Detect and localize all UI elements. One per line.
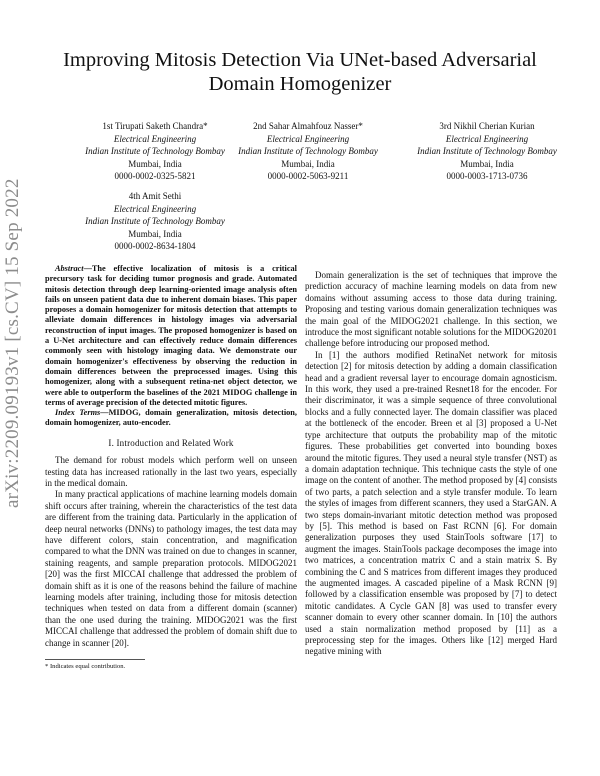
author-institution: Indian Institute of Technology Bombay: [85, 216, 225, 226]
author-block-3: [392, 120, 582, 183]
paragraph: In many practical applications of machine learning models domain shift occurs after training, wherein the characteristics of the test data are different from the training data. Particularly in the application of deep neural networks (DNNs) to pathology images, the test data may have different colors, stain concentration, and magnification compared to what the DNN was trained on due to changes in scanner, staining reagents, and sample preparation protocols. MIDOG2021 [20] was the first MICCAI challenge that addressed the problem of domain shift as it is one of the reasons behind the failure of machine learning models after training, including those for mitosis detection techniques when tested on data from a different domain (scanner) than the one used during the training. MIDOG2021 was the first MICCAI challenge that addressed the problem of domain shift due to change in scanner [20].: [45, 489, 297, 648]
abstract: [45, 264, 297, 408]
author-institution: Indian Institute of Technology Bombay: [417, 146, 557, 156]
footnote-rule: [45, 659, 145, 660]
author-dept: Electrical Engineering: [266, 133, 350, 144]
paragraph: The demand for robust models which perform well on unseen testing data has increased rationally in the last two years, especially in the medical domain.: [45, 455, 297, 488]
index-terms-lead: Index Terms: [55, 408, 101, 418]
index-terms-text: —MIDOG, domain generalization, mitosis detection, domain homogenizer, auto-encoder.: [45, 408, 297, 428]
author-name: 3rd Nikhil Cherian Kurian: [439, 121, 535, 131]
left-column: [45, 264, 297, 671]
author-city: Mumbai, India: [460, 158, 514, 169]
paragraph: Domain generalization is the set of techniques that improve the prediction accuracy of machine learning models on data from new domains without assuming access to those data during training. Proposing and testing various domain generalization techniques was the main goal of the MIDOG2021 challenge. In this section, we introduce the most significant notable solutions for the MIDOG20201 challenge before introducing our proposed method.: [305, 270, 557, 349]
author-institution: Indian Institute of Technology Bombay: [85, 146, 225, 156]
author-orcid: 0000-0002-8634-1804: [114, 241, 196, 251]
section-heading: I. Introduction and Related Work: [108, 437, 234, 448]
author-institution: Indian Institute of Technology Bombay: [238, 146, 378, 156]
paper-title: Improving Mitosis Detection Via UNet-based Adversarial Domain Homogenizer: [63, 49, 537, 95]
author-city: Mumbai, India: [281, 158, 335, 169]
author-dept: Electrical Engineering: [113, 203, 197, 214]
author-orcid: 0000-0002-0325-5821: [114, 171, 196, 181]
author-name: 4th Amit Sethi: [128, 191, 182, 201]
paragraph: In [1] the authors modified RetinaNet network for mitosis detection [2] for mitosis detection by adding a domain classification head and a gradient reversal layer to encourage domain agnosticism. In this work, they used a pre-trained Resnet18 for the encoder. For their discriminator, it was a simple sequence of three convolutional blocks and a fully connected layer. The domain classifier was placed at the bottleneck of the encoder. Breen et al [3] proposed a U-Net type architecture that outputs the probability map of the mitotic figures. These probabilities get converted into bounding boxes around the mitotic figures. They used a neural style transfer (NST) as a domain adaptation technique. This technique casts the style of one image on the content of another. The method proposed by [4] consists of two parts, a patch selection and a style transfer module. To learn the styles of images from different scanners, they used a StarGAN. A two steps domain-invariant mitotic detection method was proposed by [5]. This method is based on Fast RCNN [6]. For domain generalization purposes they used StainTools software [17] to augment the images. StainTools package decomposes the image into two matrices, a concentration matrix C and a stain matrix S. By combining the C and S matrices from different images they produced the augmented images. A cascaded pipeline of a Mask RCNN [9] followed by a classification ensemble was proposed by [7] to detect mitotic candidates. A Cycle GAN [8] was used to transfer every scanner domain to every other scanner domain. In [10] the authors used a stain normalization method proposed by [11] as a preprocessing step for the images. Others like [12] merged Hard negative mining with: [305, 349, 557, 657]
author-block-2: [213, 120, 403, 183]
arxiv-stamp: arXiv:2209.09193v1 [cs.CV] 15 Sep 2022: [2, 178, 23, 508]
author-city: Mumbai, India: [128, 158, 182, 169]
author-name: 1st Tirupati Saketh Chandra*: [102, 121, 208, 131]
author-dept: Electrical Engineering: [445, 133, 529, 144]
author-name: 2nd Sahar Almahfouz Nasser*: [253, 121, 363, 131]
author-orcid: 0000-0002-5063-9211: [267, 171, 349, 181]
abstract-lead: Abstract: [55, 264, 84, 273]
right-column: [305, 270, 557, 658]
abstract-text: —The effective localization of mitosis is a critical precursory task for deciding tumor prognosis and grade. Automated mitosis detection through deep learning-oriented image analysis often fails on unseen patient data due to inherent domain biases. This paper proposes a domain homogenizer for mitosis detection that attempts to alleviate domain differences in histology images via adversarial reconstruction of input images. The proposed homogenizer is based on a U-Net architecture and can effectively reduce domain differences commonly seen with histology imaging data. We demonstrate our domain homogenizer's effectiveness by observing the reduction in domain differences between the preprocessed images. Using this homogenizer, along with a subsequent retina-net object detector, we were able to outperform the baselines of the 2021 MIDOG challenge in terms of average precision of the detected mitotic figures.: [45, 264, 297, 407]
footnote: * Indicates equal contribution.: [45, 663, 126, 671]
author-orcid: 0000-0003-1713-0736: [446, 171, 528, 181]
author-dept: Electrical Engineering: [113, 133, 197, 144]
index-terms: [45, 408, 297, 429]
author-city: Mumbai, India: [128, 228, 182, 239]
author-block-4: [60, 190, 250, 253]
